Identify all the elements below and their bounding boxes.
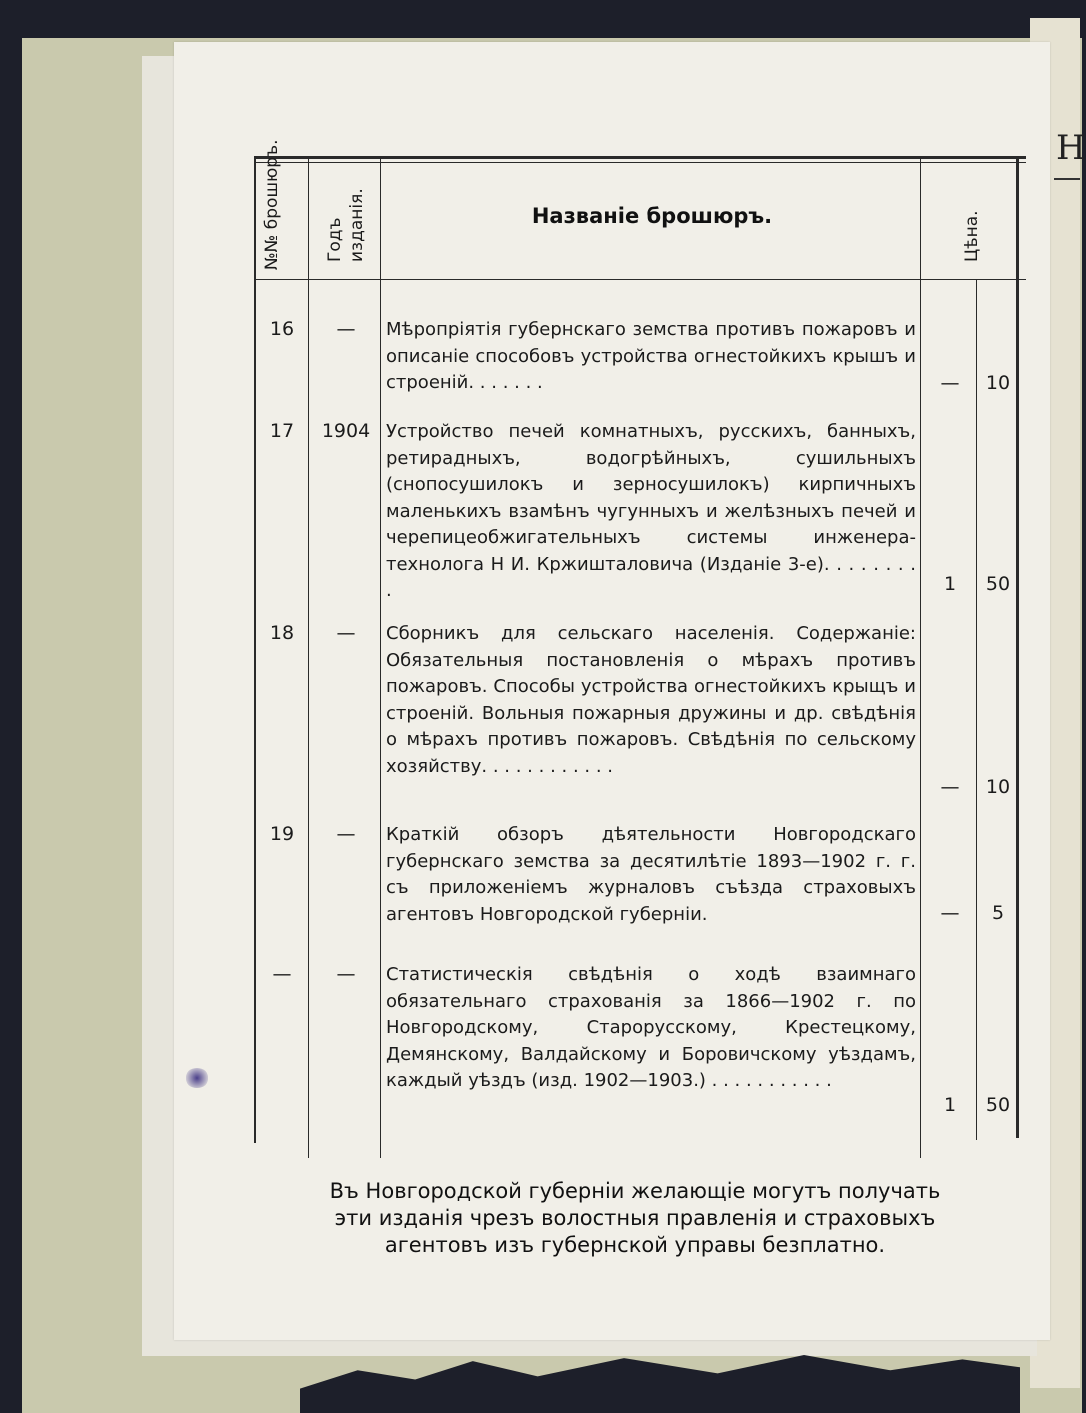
row-number: 16 [269,318,295,340]
row-price-kop: 50 [985,1094,1011,1116]
column-rule-1 [308,158,309,1158]
row-number: 18 [269,622,295,644]
adjacent-page-letter: Н [1056,128,1086,168]
row-year: — [336,622,356,644]
row-price-rub: — [940,902,960,924]
table-top-rule [254,156,1026,159]
row-price-rub: 1 [943,1094,957,1116]
adjacent-page-rule [1054,178,1080,180]
row-title: Устройство печей комнатныхъ, русскихъ, банныхъ, ретирадныхъ, водогрѣйныхъ, сушильныхъ (снопосушилокъ и зерносушилокъ) кирпичныхъ маленькихъ взамѣнъ чугунныхъ и желѣзныхъ печей и черепицеобжигательныхъ системы инженера-технолога Н И. Кржишталовича (Изданіе 3-е). . . . . . . . . [386,421,916,601]
row-title: Мѣропріятія губернскаго земства противъ пожаровъ и описаніе способовъ устройства огнестойкихъ крышъ и строеній. . . . . . . [386,319,916,393]
row-price-kop: 5 [991,902,1005,924]
footer-line: эти изданія чрезъ волостныя правленія и страховыхъ [334,1206,936,1230]
row-year: — [336,318,356,340]
row-year: — [336,823,356,845]
row-title: Статистическія свѣдѣнія о ходѣ взаимнаго обязательнаго страхованія за 1866—1902 г. по Новгородскому, Старорусскому, Крестецкому, Демянскому, Валдайскому и Боровичскому уѣздамъ, каждый уѣздъ (изд. 1902—1903.) . . . . . . . . . . . [386,964,916,1091]
table-top-rule-inner [254,162,1026,163]
row-number: 17 [269,420,295,442]
column-rule-3 [920,158,921,1158]
ink-blot [185,1068,209,1088]
header-price: Цѣна. [962,210,982,262]
row-price-rub: — [940,372,960,394]
header-title: Названіе брошюръ. [531,204,773,228]
footer-line: агентовъ изъ губернской управы безплатно. [384,1233,886,1257]
table-header-rule [254,279,1026,280]
row-year: 1904 [321,420,371,442]
table-right-rule [1016,158,1019,1138]
column-rule-2 [380,158,381,1158]
column-rule-4 [976,280,977,1140]
row-title: Сборникъ для сельскаго населенія. Содержаніе: Обязательныя постановленія о мѣрахъ противъ пожаровъ. Способы устройства огнестойкихъ крыщъ и строеній. Вольныя пожарныя дружины и др. свѣдѣнія о мѣрахъ противъ пожаровъ. Свѣдѣнія по сельскому хозяйству. . . . . . . . . . . . [386,623,916,777]
row-title: Краткій обзоръ дѣятельности Новгородскаго губернскаго земства за десятилѣтіе 1893—1902 г. г. съ приложеніемъ журналовъ съѣзда страховыхъ агентовъ Новгородской губерніи. [386,824,916,925]
row-price-rub: 1 [943,573,957,595]
footer-note [250,1178,1020,1259]
row-number: — [272,963,292,985]
row-year: — [336,963,356,985]
header-num: №№ брошюръ. [262,139,282,270]
row-number: 19 [269,823,295,845]
header-year: Годъ изданія. [325,188,367,262]
footer-line: Въ Новгородской губерніи желающіе могутъ получать [329,1179,941,1203]
row-price-kop: 50 [985,573,1011,595]
row-price-kop: 10 [985,776,1011,798]
table-left-rule [254,158,256,1143]
row-price-kop: 10 [985,372,1011,394]
row-price-rub: — [940,776,960,798]
